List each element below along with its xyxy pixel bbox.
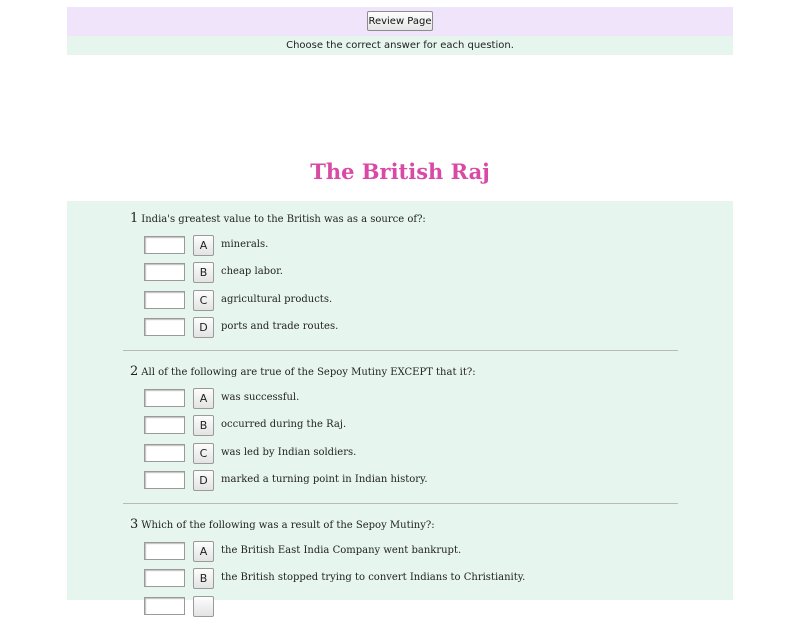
choice-2a <box>144 389 704 411</box>
answer-input[interactable] <box>144 318 185 336</box>
answer-input[interactable] <box>144 291 185 309</box>
answer-input[interactable] <box>144 569 185 587</box>
question-text: India's greatest value to the British was as a source of?: <box>141 214 426 225</box>
question-header <box>130 207 426 226</box>
instructions-bar <box>67 36 733 55</box>
choice-1d <box>144 318 704 340</box>
choice-2b <box>144 416 704 438</box>
answer-input[interactable] <box>144 389 185 407</box>
choice-text: agricultural products. <box>221 294 333 305</box>
choice-text: marked a turning point in Indian history. <box>221 474 428 485</box>
question-header <box>130 513 435 532</box>
question-divider <box>123 350 678 351</box>
choice-c-button[interactable]: C <box>193 290 214 311</box>
choice-text: occurred during the Raj. <box>221 419 347 430</box>
choice-2d <box>144 471 704 493</box>
quiz-title: The British Raj <box>310 159 490 184</box>
choice-b-button[interactable]: B <box>193 568 214 589</box>
choice-text: ports and trade routes. <box>221 321 339 332</box>
choice-1a <box>144 236 704 258</box>
choice-text: was led by Indian soldiers. <box>221 447 357 458</box>
choice-a-button[interactable]: A <box>193 388 214 409</box>
choice-text: the British East India Company went bankrupt. <box>221 545 462 556</box>
answer-input[interactable] <box>144 444 185 462</box>
choice-b-button[interactable]: B <box>193 415 214 436</box>
answer-input[interactable] <box>144 263 185 281</box>
choice-a-button[interactable]: A <box>193 541 214 562</box>
choice-text: cheap labor. <box>221 266 283 277</box>
answer-input[interactable] <box>144 471 185 489</box>
answer-input[interactable] <box>144 542 185 560</box>
review-page-button[interactable]: Review Page <box>367 11 433 31</box>
choice-1c <box>144 291 704 313</box>
question-header <box>130 360 476 379</box>
choice-1b <box>144 263 704 285</box>
choice-text: was successful. <box>221 392 300 403</box>
choice-3a <box>144 542 704 564</box>
quiz-panel <box>67 201 733 600</box>
question-text: Which of the following was a result of the Sepoy Mutiny?: <box>141 520 435 531</box>
choice-a-button[interactable]: A <box>193 235 214 256</box>
answer-input[interactable] <box>144 416 185 434</box>
choice-c-button[interactable] <box>193 596 214 617</box>
choice-3c <box>144 597 704 619</box>
choice-b-button[interactable]: B <box>193 262 214 283</box>
answer-input[interactable] <box>144 236 185 254</box>
question-text: All of the following are true of the Sepoy Mutiny EXCEPT that it?: <box>141 367 476 378</box>
toolbar <box>67 7 733 36</box>
question-divider <box>123 503 678 504</box>
question-number: 3 <box>130 517 139 532</box>
choice-text: minerals. <box>221 239 269 250</box>
choice-d-button[interactable]: D <box>193 470 214 491</box>
choice-text: the British stopped trying to convert Indians to Christianity. <box>221 572 526 583</box>
question-number: 2 <box>130 364 139 379</box>
choice-3b <box>144 569 704 591</box>
question-number: 1 <box>130 211 139 226</box>
choice-2c <box>144 444 704 466</box>
instructions-text: Choose the correct answer for each question. <box>286 40 514 51</box>
choice-d-button[interactable]: D <box>193 317 214 338</box>
choice-c-button[interactable]: C <box>193 443 214 464</box>
